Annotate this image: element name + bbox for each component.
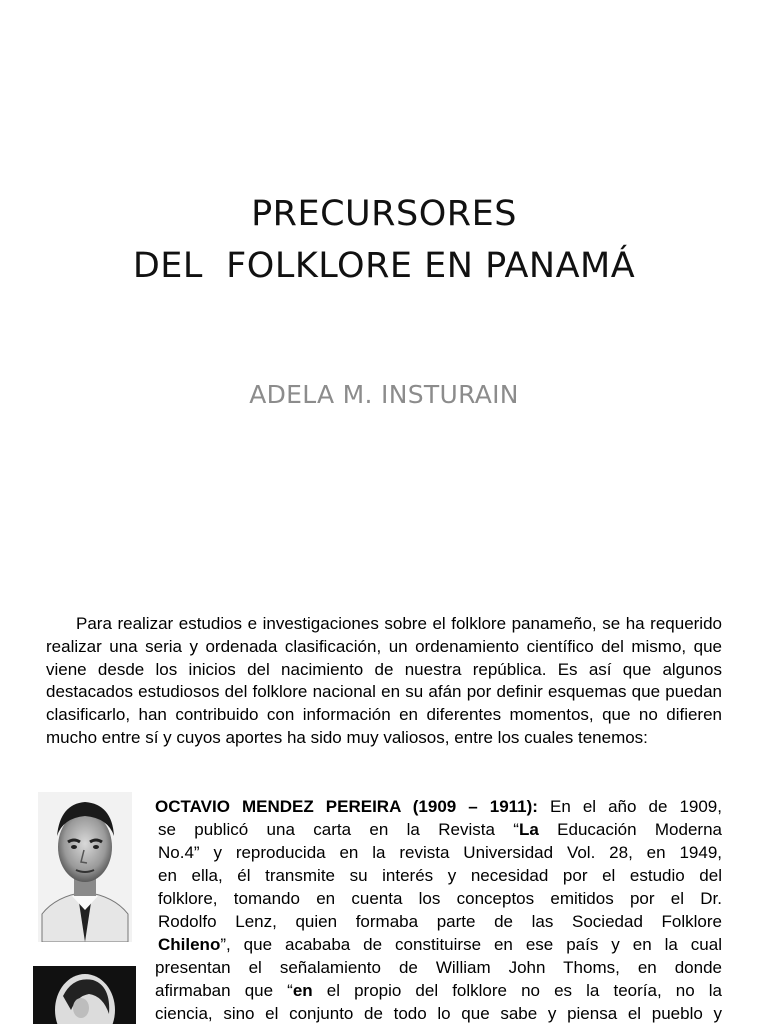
bio-line: presentan el señalamiento de William John Thoms, en donde [155, 958, 722, 977]
bio-line: ciencia, sino el conjunto de todo lo que sabe y piensa el pueblo y [155, 1004, 722, 1023]
author-name: ADELA M. INSTURAIN [249, 380, 519, 409]
title-line-1: PRECURSORES [251, 194, 517, 234]
bio-heading: OCTAVIO MENDEZ PEREIRA (1909 – 1911): [155, 797, 538, 816]
bio-line: afirmaban que “en el propio del folklore no es la teoría, no la [155, 981, 722, 1000]
portrait-octavio-mendez-pereira [38, 792, 132, 942]
bio-line: OCTAVIO MENDEZ PEREIRA (1909 – 1911): En el año de 1909, [155, 797, 722, 816]
portrait-second-figure [33, 966, 136, 1024]
document-title [0, 188, 768, 292]
bio-line: No.4” y reproducida en la revista Universidad Vol. 28, en 1949, [158, 843, 722, 862]
title-line-2: DEL FOLKLORE EN PANAMÁ [132, 246, 636, 286]
bio-line: Chileno”, que acababa de constituirse en ese país y en la cual [158, 935, 722, 954]
bio-octavio-mendez-pereira [155, 795, 722, 1025]
intro-paragraph: Para realizar estudios e investigaciones sobre el folklore panameño, se ha requerido realizar una seria y ordenada clasificación, un ordenamiento científico del mismo, que viene desde los inicios del nacimiento de nuestra república. Es así que algunos destacados estudiosos del folklore nacional en su afán por definir esquemas que puedan clasificarlo, han contribuido con información en diferentes momentos, que no difieren mucho entre sí y cuyos aportes ha sido muy valiosos, entre los cuales tenemos: [46, 614, 722, 747]
bio-line: folklore, tomando en cuenta los conceptos emitidos por el Dr. [158, 889, 722, 908]
bio-line: se publicó una carta en la Revista “La Educación Moderna [158, 820, 722, 839]
bio-line: Rodolfo Lenz, quien formaba parte de las Sociedad Folklore [158, 912, 722, 931]
bio-line: en ella, él transmite su interés y necesidad por el estudio del [158, 866, 722, 885]
